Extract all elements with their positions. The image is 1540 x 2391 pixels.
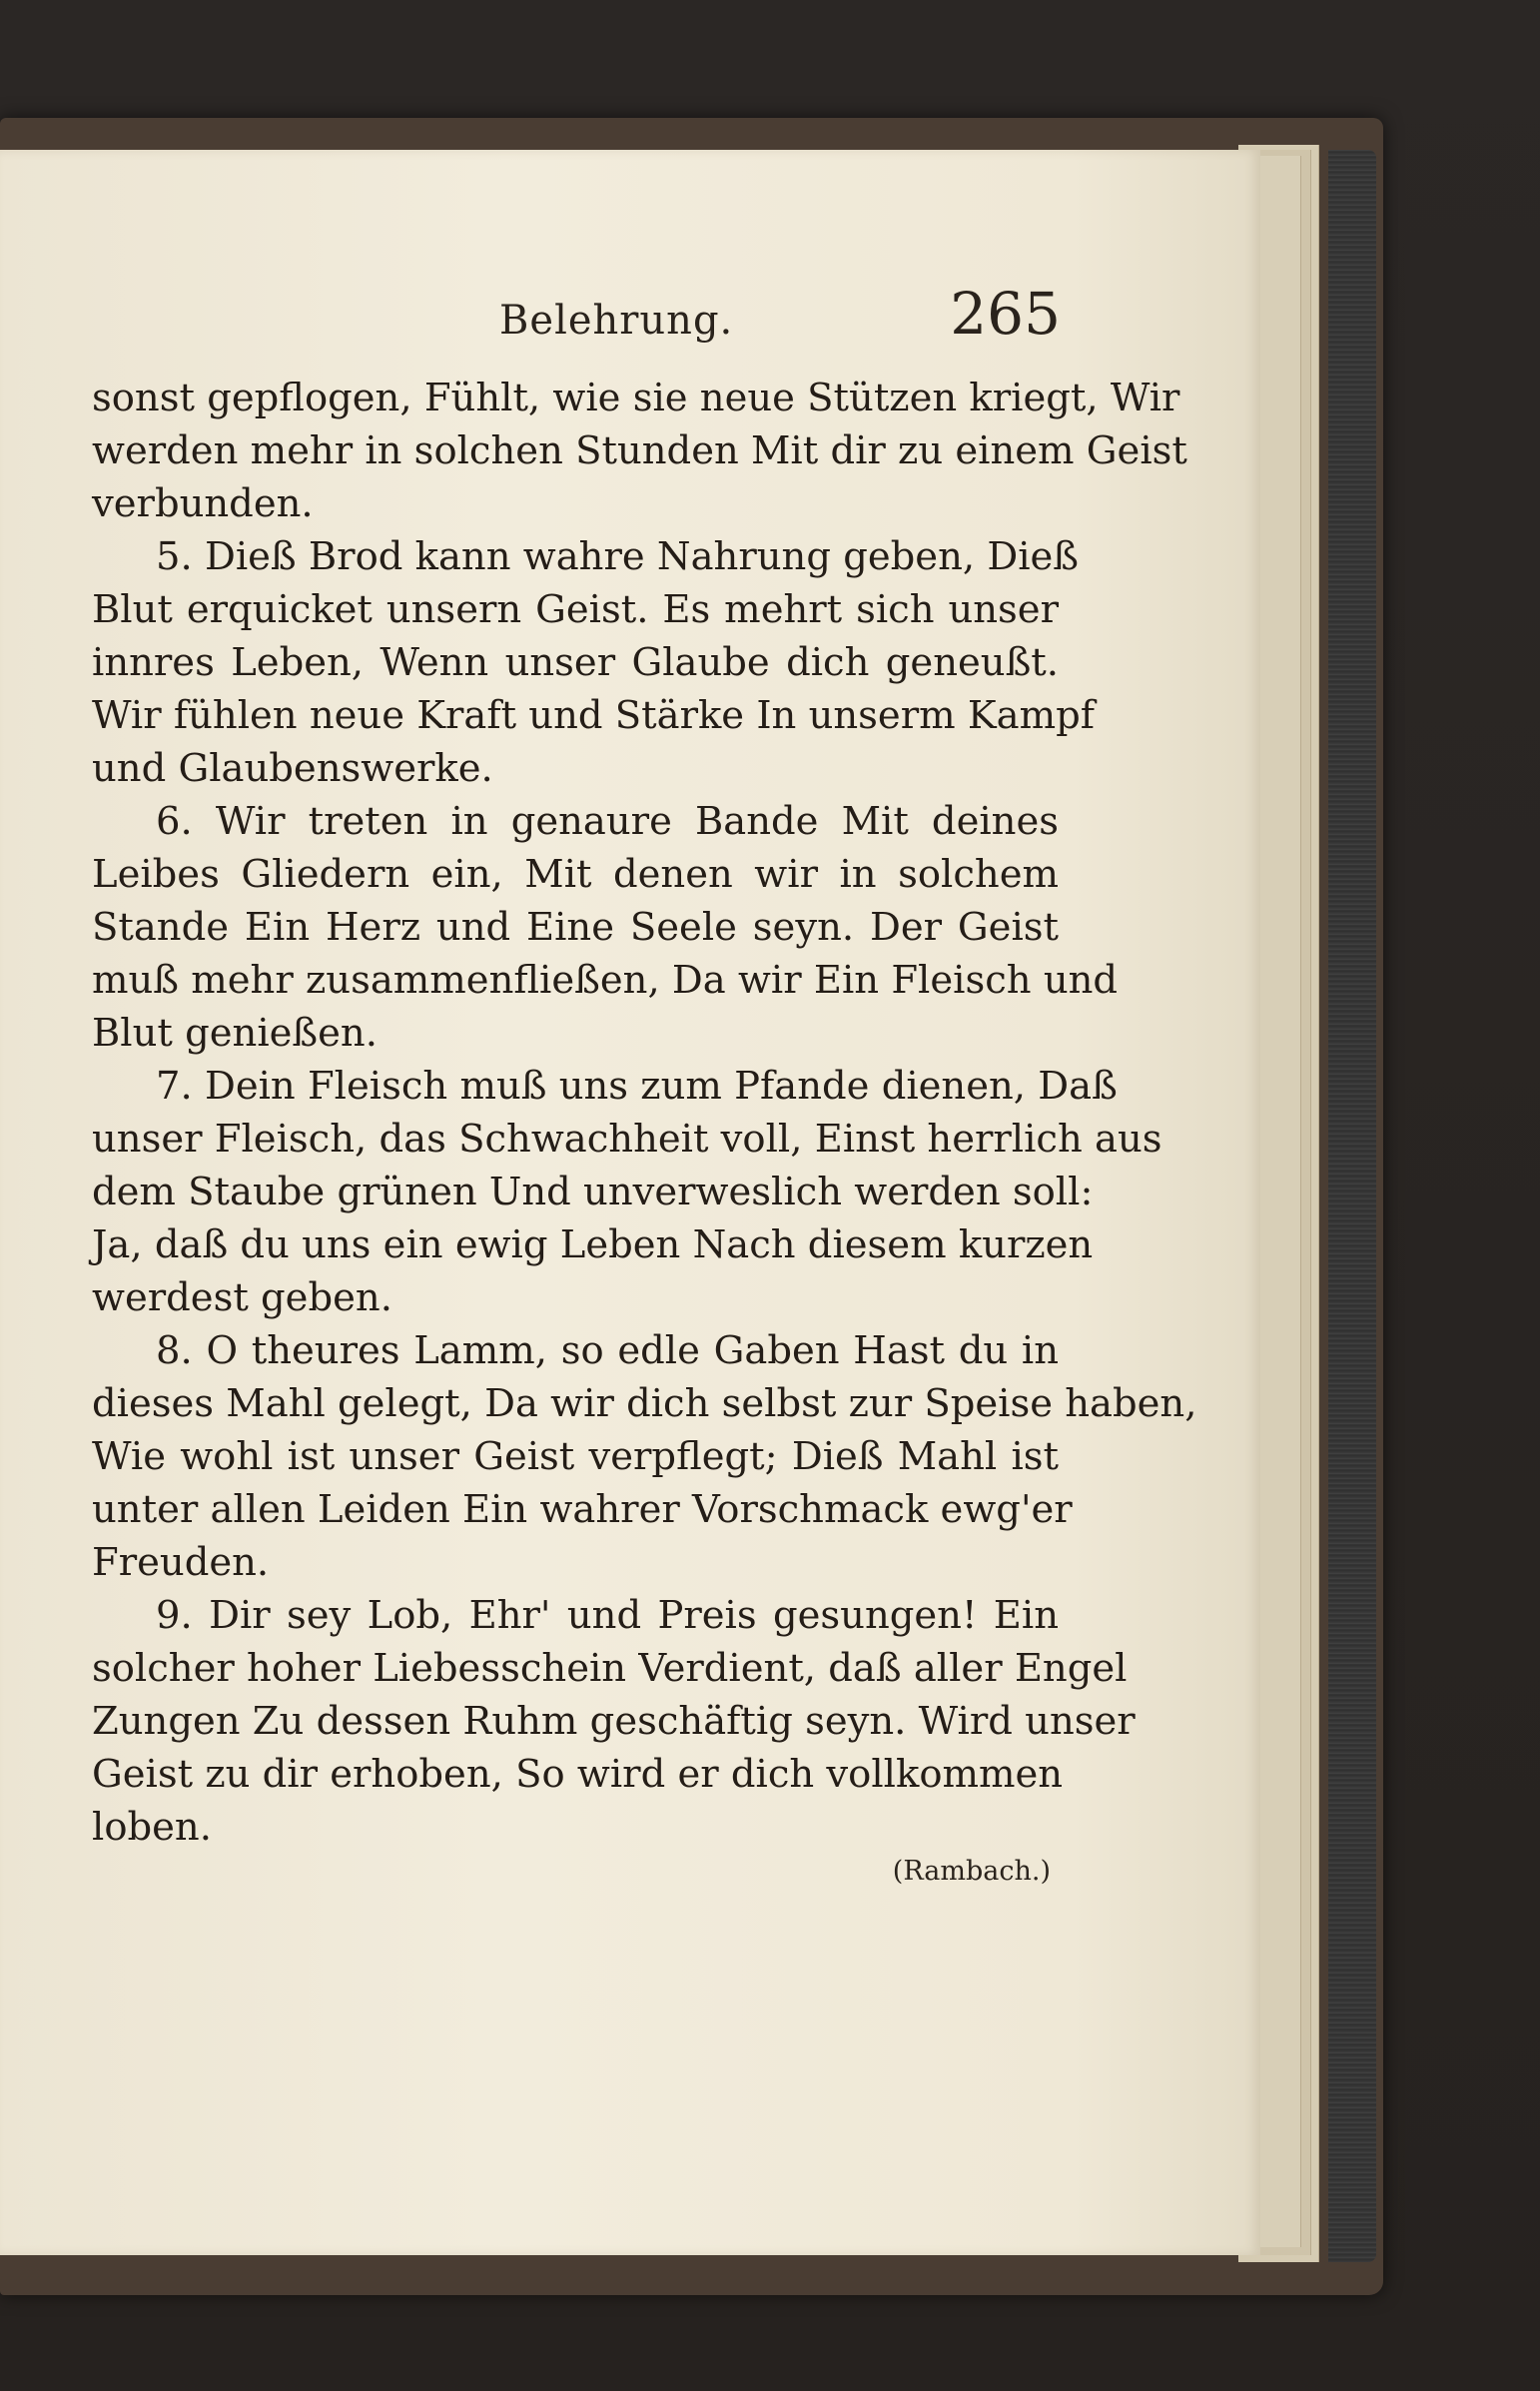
text-line: loben. bbox=[92, 1805, 212, 1850]
hymn-text bbox=[92, 372, 1197, 1854]
text-line: dem Staube grünen Und unverweslich werden soll: bbox=[92, 1170, 1094, 1214]
text-line: verbunden. bbox=[92, 481, 314, 526]
text-line: unser Fleisch, das Schwachheit voll, Einst herrlich aus bbox=[92, 1117, 1162, 1162]
text-line: Leibes Gliedern ein, Mit denen wir in solchem bbox=[92, 852, 1059, 897]
text-line: und Glaubenswerke. bbox=[92, 746, 493, 791]
text-line: unter allen Leiden Ein wahrer Vorschmack ewg'er bbox=[92, 1487, 1073, 1532]
text-line: Ja, daß du uns ein ewig Leben Nach diesem kurzen bbox=[92, 1222, 1094, 1267]
page-number: 265 bbox=[950, 280, 1061, 348]
text-line: muß mehr zusammenfließen, Da wir Ein Fleisch und bbox=[92, 958, 1119, 1003]
text-line: dieses Mahl gelegt, Da wir dich selbst zur Speise haben, bbox=[92, 1381, 1197, 1426]
text-line: innres Leben, Wenn unser Glaube dich geneußt. bbox=[92, 640, 1059, 685]
stanza-start-line: 6. Wir treten in genaure Bande Mit deines bbox=[156, 799, 1059, 844]
text-line: Freuden. bbox=[92, 1540, 270, 1585]
text-line: Wir fühlen neue Kraft und Stärke In unserm Kampf bbox=[92, 693, 1095, 738]
text-line: Stande Ein Herz und Eine Seele seyn. Der Geist bbox=[92, 905, 1059, 950]
stanza-start-line: 9. Dir sey Lob, Ehr' und Preis gesungen! Ein bbox=[156, 1593, 1059, 1638]
running-head: Belehrung. bbox=[499, 298, 734, 344]
stanza-start-line: 7. Dein Fleisch muß uns zum Pfande dienen, Daß bbox=[156, 1064, 1118, 1109]
text-line: solcher hoher Liebesschein Verdient, daß aller Engel bbox=[92, 1646, 1128, 1691]
text-line: Geist zu dir erhoben, So wird er dich vollkommen bbox=[92, 1752, 1064, 1797]
book-spine-cloth bbox=[1328, 150, 1376, 2262]
text-line: sonst gepflogen, Fühlt, wie sie neue Stützen kriegt, Wir bbox=[92, 376, 1180, 420]
author-attribution: (Rambach.) bbox=[892, 1856, 1051, 1887]
stanza-start-line: 5. Dieß Brod kann wahre Nahrung geben, Dieß bbox=[156, 534, 1080, 579]
stanza-start-line: 8. O theures Lamm, so edle Gaben Hast du in bbox=[156, 1328, 1059, 1373]
text-line: werden mehr in solchen Stunden Mit dir zu einem Geist bbox=[92, 428, 1187, 473]
text-line: werdest geben. bbox=[92, 1275, 392, 1320]
text-line: Blut genießen. bbox=[92, 1011, 378, 1056]
book-page bbox=[0, 150, 1260, 2255]
text-line: Blut erquicket unsern Geist. Es mehrt sich unser bbox=[92, 587, 1059, 632]
page-edge bbox=[1260, 156, 1301, 2247]
text-line: Wie wohl ist unser Geist verpflegt; Dieß Mahl ist bbox=[92, 1434, 1059, 1479]
page-header bbox=[0, 280, 1260, 360]
text-line: Zungen Zu dessen Ruhm geschäftig seyn. Wird unser bbox=[92, 1699, 1136, 1744]
